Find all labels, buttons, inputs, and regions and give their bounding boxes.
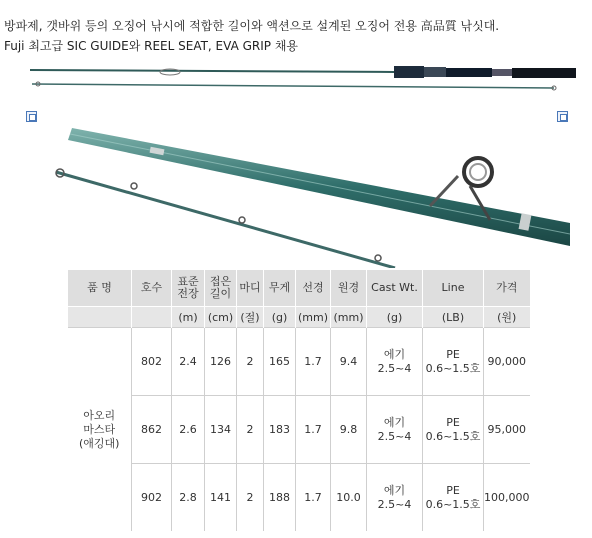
rod-full-image [24, 60, 584, 110]
spec-table [67, 270, 530, 531]
zoom-icon[interactable] [26, 111, 37, 122]
cell-closed: 126 [205, 328, 237, 396]
col-header-line: Line [423, 270, 484, 307]
product-name: 아오리 마스타 (애깅대) [68, 328, 132, 532]
cell-tip: 1.7 [296, 328, 331, 396]
cell-code: 902 [132, 464, 172, 532]
rod-closeup-image [50, 128, 570, 268]
col-header-sections: 마디 [237, 270, 264, 307]
cell-tip: 1.7 [296, 396, 331, 464]
unit-cell: (m) [172, 307, 205, 328]
cell-butt: 10.0 [331, 464, 367, 532]
col-header-weight: 무게 [264, 270, 296, 307]
description-line-1: 방파제, 갯바위 등의 오징어 낚시에 적합한 길이와 액션으로 설계된 오징어 전용 高品質 낚싯대. [4, 19, 500, 33]
cell-line: PE 0.6~1.5호 [423, 464, 484, 532]
col-header-tip: 선경 [296, 270, 331, 307]
table-unit-row [68, 307, 530, 328]
col-header-cast: Cast Wt. [367, 270, 423, 307]
unit-cell: (LB) [423, 307, 484, 328]
unit-cell: (원) [484, 307, 530, 328]
col-header-price: 가격 [484, 270, 530, 307]
cell-closed: 141 [205, 464, 237, 532]
col-header-length: 표준 전장 [172, 270, 205, 307]
description-line-2: Fuji 최고급 SIC GUIDE와 REEL SEAT, EVA GRIP 채용 [4, 39, 299, 53]
col-header-butt: 원경 [331, 270, 367, 307]
cell-butt: 9.4 [331, 328, 367, 396]
table-header-row [68, 270, 530, 307]
cell-line: PE 0.6~1.5호 [423, 328, 484, 396]
zoom-icon[interactable] [557, 111, 568, 122]
cell-butt: 9.8 [331, 396, 367, 464]
cell-length: 2.4 [172, 328, 205, 396]
cell-length: 2.6 [172, 396, 205, 464]
cell-closed: 134 [205, 396, 237, 464]
cell-price: 95,000 [484, 396, 530, 464]
table-row [68, 328, 530, 396]
table-row [68, 464, 530, 532]
col-header-closed: 접은 길이 [205, 270, 237, 307]
cell-line: PE 0.6~1.5호 [423, 396, 484, 464]
cell-cast: 에기 2.5~4 [367, 464, 423, 532]
col-header-name: 품 명 [68, 270, 132, 307]
cell-cast: 에기 2.5~4 [367, 396, 423, 464]
cell-sections: 2 [237, 396, 264, 464]
cell-code: 802 [132, 328, 172, 396]
unit-cell: (g) [367, 307, 423, 328]
col-header-code: 호수 [132, 270, 172, 307]
cell-price: 100,000 [484, 464, 530, 532]
unit-cell: (절) [237, 307, 264, 328]
cell-weight: 165 [264, 328, 296, 396]
cell-weight: 188 [264, 464, 296, 532]
unit-cell: (cm) [205, 307, 237, 328]
cell-weight: 183 [264, 396, 296, 464]
unit-cell: (mm) [296, 307, 331, 328]
table-row [68, 396, 530, 464]
unit-cell [132, 307, 172, 328]
unit-cell: (mm) [331, 307, 367, 328]
cell-tip: 1.7 [296, 464, 331, 532]
unit-cell [68, 307, 132, 328]
unit-cell: (g) [264, 307, 296, 328]
cell-length: 2.8 [172, 464, 205, 532]
cell-sections: 2 [237, 328, 264, 396]
cell-code: 862 [132, 396, 172, 464]
cell-sections: 2 [237, 464, 264, 532]
cell-price: 90,000 [484, 328, 530, 396]
cell-cast: 에기 2.5~4 [367, 328, 423, 396]
